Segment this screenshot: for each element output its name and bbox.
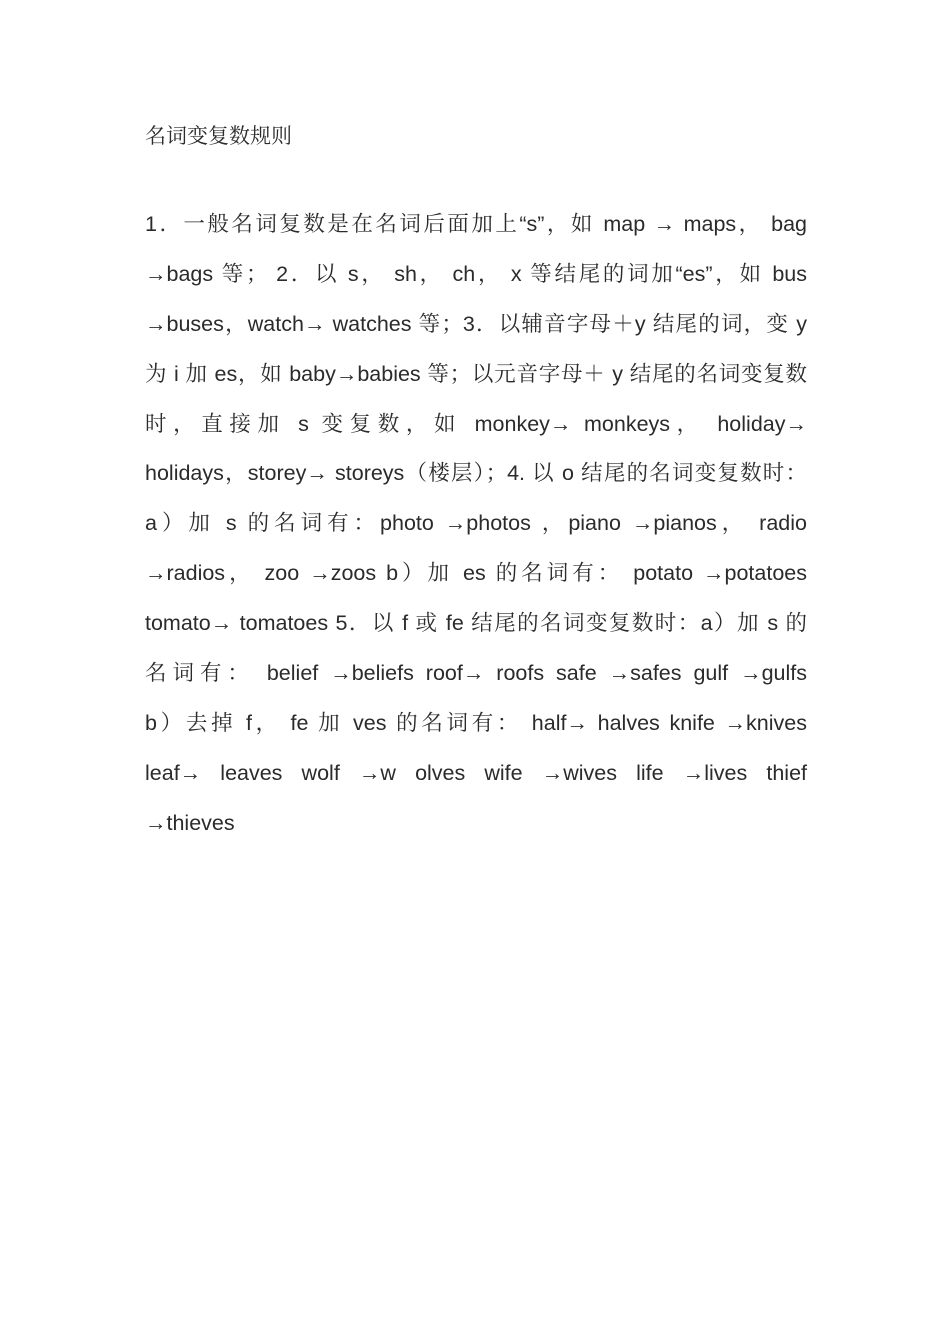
body-line: tomato→ tomatoes 5．以 f 或 fe 结尾的名词变复数时：a）加 s 的 [145,611,807,636]
body-line: b）去掉 f， fe 加 ves 的名词有： half→ halves knife →knives [145,710,807,735]
body-line: leaf→ leaves wolf →w olves wife →wives life →lives thief [145,760,807,785]
document-body [145,200,807,849]
document-title: 名词变复数规则 [145,124,292,148]
body-line: →buses，watch→ watches 等；3．以辅音字母＋y 结尾的词，变 y [145,311,807,336]
body-line: 1．一般名词复数是在名词后面加上“s”，如 map → maps， bag [145,212,807,236]
body-line: →thieves [145,810,235,835]
body-line: 名词有： belief →beliefs roof→ roofs safe →safes gulf →gulfs [145,661,807,686]
body-line: holidays，storey→ storeys（楼层）；4. 以 o 结尾的名词变复数时： [145,461,807,486]
body-line: a）加 s 的名词有：photo →photos ，piano →pianos， radio [145,511,807,536]
body-line: 时，直接加 s 变复数，如 monkey→ monkeys， holiday→ [145,411,807,436]
body-line: 为 i 加 es，如 baby→babies 等；以元音字母＋ y 结尾的名词变复数 [145,361,807,386]
body-line: →radios， zoo →zoos b）加 es 的名词有： potato →potatoes [145,561,807,586]
body-line: →bags 等； 2．以 s， sh， ch， x 等结尾的词加“es”，如 bus [145,261,807,286]
